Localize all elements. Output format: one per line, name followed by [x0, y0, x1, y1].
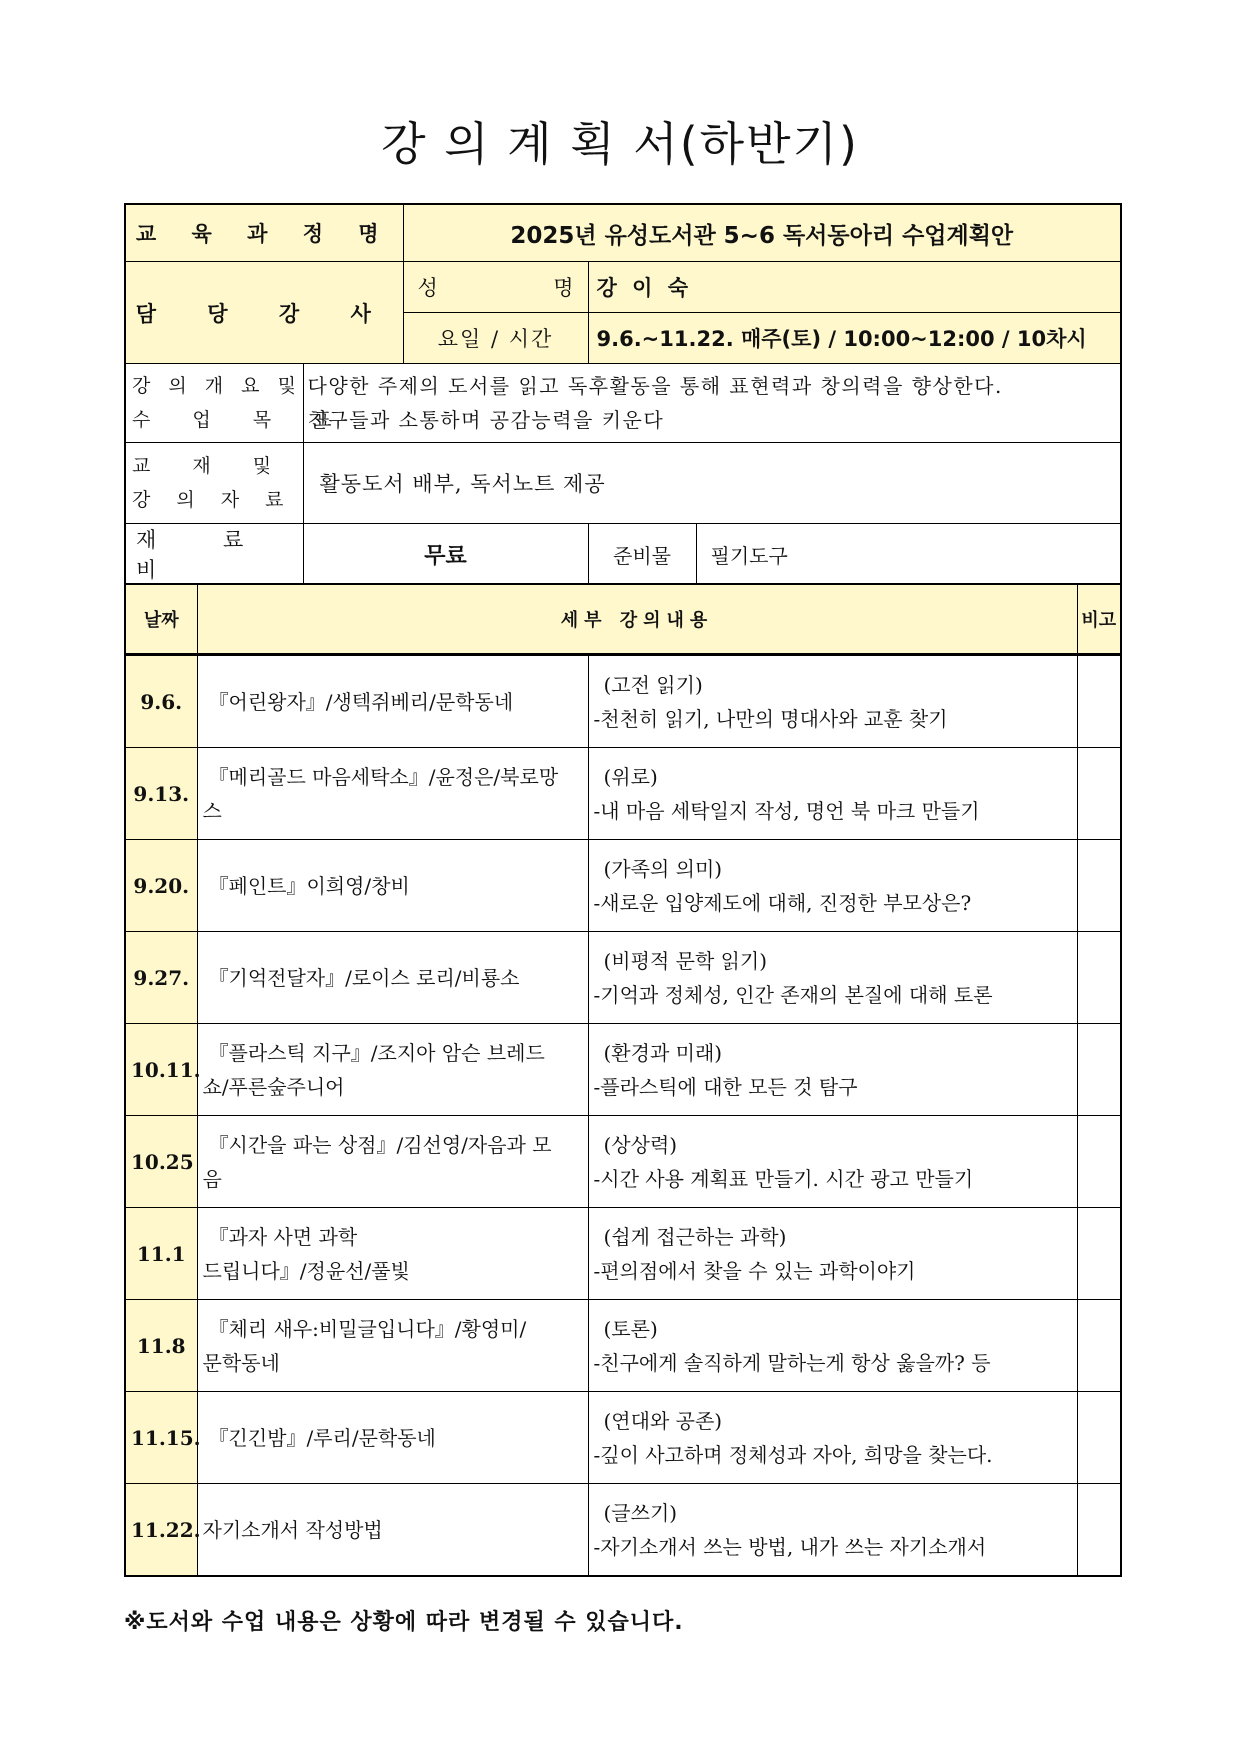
session-date: 11.1 — [125, 1208, 197, 1300]
schedule-table — [124, 583, 1122, 1577]
session-content — [588, 1300, 1077, 1392]
session-note — [1077, 748, 1121, 840]
session-note — [1077, 1024, 1121, 1116]
schedule-row — [125, 655, 1121, 748]
session-book: 『과자 사면 과학 드립니다』/정윤선/풀빛 — [197, 1208, 588, 1300]
session-book: 『기억전달자』/로이스 로리/비룡소 — [197, 932, 588, 1024]
session-book: 『플라스틱 지구』/조지아 암슨 브레드 쇼/푸른숲주니어 — [197, 1024, 588, 1116]
course-info-table — [124, 203, 1122, 586]
page-title: 강 의 계 획 서(하반기) — [381, 117, 859, 171]
session-book: 『시간을 파는 상점』/김선영/자음과 모 음 — [197, 1116, 588, 1208]
session-topic: (연대와 공존) — [603, 1408, 723, 1433]
schedule-row — [125, 932, 1121, 1024]
goal-label: 강 의 개 요 및 수 업 목 표 — [125, 364, 303, 443]
session-topic: (토론) — [603, 1316, 658, 1341]
session-date: 11.15. — [125, 1392, 197, 1484]
instructor-name: 강 이 숙 — [588, 262, 1121, 313]
schedule-row — [125, 1116, 1121, 1208]
time-label: 요일 / 시간 — [403, 313, 588, 364]
session-date: 10.11. — [125, 1024, 197, 1116]
session-content — [588, 840, 1077, 932]
schedule-row — [125, 1208, 1121, 1300]
course-goal: 다양한 주제의 도서를 읽고 독후활동을 통해 표현력과 창의력을 향상한다. 친구들과 소통하며 공감능력을 키운다 — [303, 364, 1121, 443]
session-book: 『긴긴밤』/루리/문학동네 — [197, 1392, 588, 1484]
session-date: 10.25 — [125, 1116, 197, 1208]
session-detail: -자기소개서 쓰는 방법, 내가 쓰는 자기소개서 — [593, 1534, 987, 1559]
session-content — [588, 1116, 1077, 1208]
session-note — [1077, 655, 1121, 748]
fee-value: 무료 — [303, 524, 588, 586]
session-detail: -편의점에서 찾을 수 있는 과학이야기 — [593, 1258, 916, 1283]
schedule-row — [125, 840, 1121, 932]
schedule-row — [125, 1300, 1121, 1392]
session-content — [588, 1392, 1077, 1484]
session-detail: -천천히 읽기, 나만의 명대사와 교훈 찾기 — [593, 706, 948, 731]
session-content — [588, 932, 1077, 1024]
session-topic: (위로) — [603, 764, 658, 789]
change-notice: ※도서와 수업 내용은 상황에 따라 변경될 수 있습니다. — [124, 1610, 684, 1635]
prep-value: 필기도구 — [696, 524, 1121, 586]
materials-value: 활동도서 배부, 독서노트 제공 — [303, 443, 1121, 524]
session-book: 『체리 새우:비밀글입니다』/황영미/ 문학동네 — [197, 1300, 588, 1392]
session-date: 9.13. — [125, 748, 197, 840]
session-note — [1077, 840, 1121, 932]
session-topic: (글쓰기) — [603, 1500, 678, 1525]
note-header: 비고 — [1077, 584, 1121, 655]
session-content — [588, 1484, 1077, 1577]
session-content — [588, 1208, 1077, 1300]
content-header: 세부 강의내용 — [197, 584, 1077, 655]
session-note — [1077, 1208, 1121, 1300]
session-content — [588, 748, 1077, 840]
name-label: 성 명 — [403, 262, 588, 313]
session-detail: -기억과 정체성, 인간 존재의 본질에 대해 토론 — [593, 982, 993, 1007]
session-date: 11.22. — [125, 1484, 197, 1577]
session-note — [1077, 1300, 1121, 1392]
session-note — [1077, 1116, 1121, 1208]
session-topic: (환경과 미래) — [603, 1040, 723, 1065]
schedule-row — [125, 1484, 1121, 1577]
schedule-row — [125, 1024, 1121, 1116]
course-name-label: 교 육 과 정 명 — [125, 204, 403, 262]
session-date: 9.27. — [125, 932, 197, 1024]
session-content — [588, 655, 1077, 748]
session-detail: -새로운 입양제도에 대해, 진정한 부모상은? — [593, 890, 972, 915]
session-detail: -시간 사용 계획표 만들기. 시간 광고 만들기 — [593, 1166, 974, 1191]
session-date: 9.6. — [125, 655, 197, 748]
session-book: 『페인트』이희영/창비 — [197, 840, 588, 932]
schedule-row — [125, 1392, 1121, 1484]
session-topic: (쉽게 접근하는 과학) — [603, 1224, 787, 1249]
session-book: 자기소개서 작성방법 — [197, 1484, 588, 1577]
prep-label: 준비물 — [588, 524, 696, 586]
session-note — [1077, 932, 1121, 1024]
session-topic: (비평적 문학 읽기) — [603, 948, 768, 973]
course-name-value: 2025년 유성도서관 5~6 독서동아리 수업계획안 — [403, 204, 1121, 262]
session-book: 『메리골드 마음세탁소』/윤정은/북로망 스 — [197, 748, 588, 840]
session-detail: -내 마음 세탁일지 작성, 명언 북 마크 만들기 — [593, 798, 980, 823]
date-header: 날짜 — [125, 584, 197, 655]
session-detail: -친구에게 솔직하게 말하는게 항상 옳을까? 등 — [593, 1350, 991, 1375]
fee-label: 재 료 비 — [125, 524, 303, 586]
session-book: 『어린왕자』/생텍쥐베리/문학동네 — [197, 655, 588, 748]
session-detail: -플라스틱에 대한 모든 것 탐구 — [593, 1074, 858, 1099]
session-content — [588, 1024, 1077, 1116]
session-note — [1077, 1392, 1121, 1484]
session-date: 9.20. — [125, 840, 197, 932]
schedule-row — [125, 748, 1121, 840]
session-note — [1077, 1484, 1121, 1577]
schedule-time-value: 9.6.~11.22. 매주(토) / 10:00~12:00 / 10차시 — [588, 313, 1121, 364]
session-topic: (가족의 의미) — [603, 856, 723, 881]
session-topic: (고전 읽기) — [603, 672, 703, 697]
session-date: 11.8 — [125, 1300, 197, 1392]
session-detail: -깊이 사고하며 정체성과 자아, 희망을 찾는다. — [593, 1442, 993, 1467]
session-topic: (상상력) — [603, 1132, 678, 1157]
instructor-label: 담 당 강 사 — [125, 262, 403, 364]
materials-label: 교 재 및 강 의 자 료 — [125, 443, 303, 524]
